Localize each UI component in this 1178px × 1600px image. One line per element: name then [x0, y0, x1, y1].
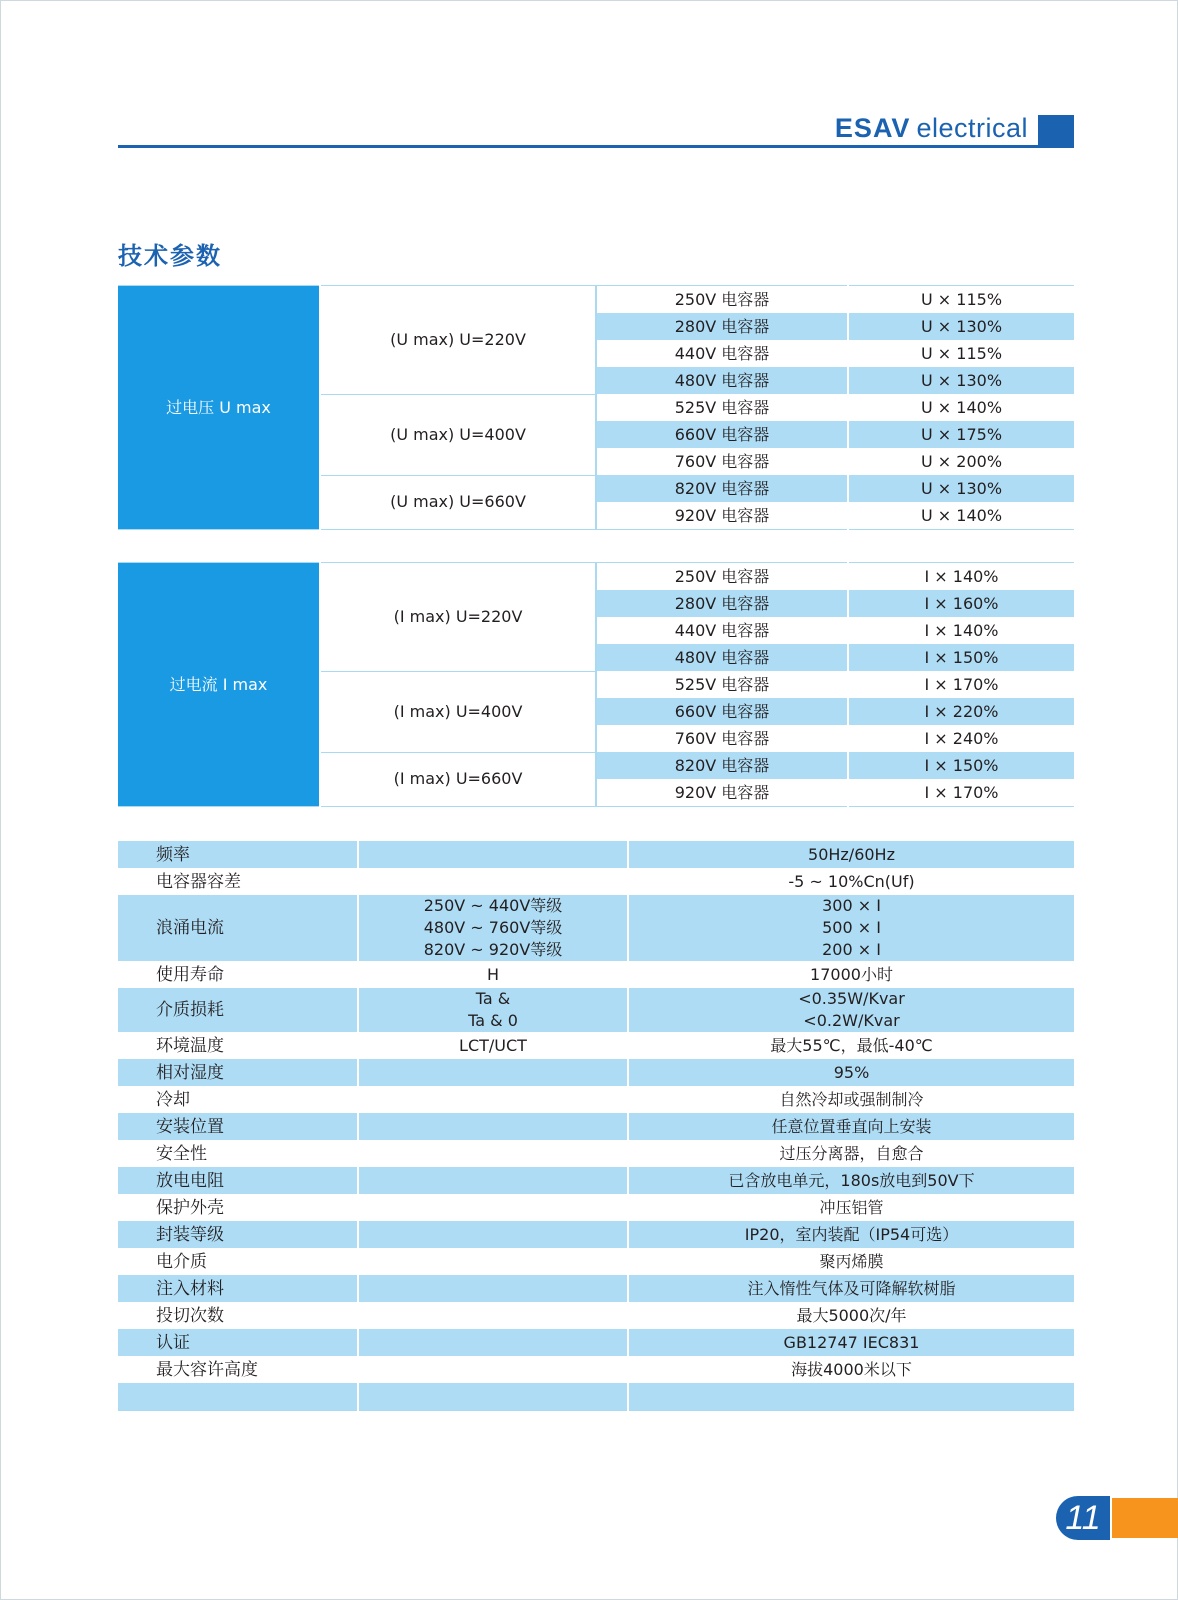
ratio-cell: I × 150%	[848, 644, 1074, 671]
param-value-line: 聚丙烯膜	[819, 1251, 884, 1271]
param-value-line: 过压分离器，自愈合	[779, 1143, 924, 1163]
param-condition-line: 820V ~ 920V等级	[423, 940, 563, 959]
param-condition	[358, 961, 628, 988]
ratio-cell: I × 170%	[924, 782, 999, 802]
ratio-cell: U × 130%	[848, 367, 1074, 394]
table-row	[118, 961, 1074, 988]
param-label: 安装位置	[118, 1113, 358, 1140]
capacitor-cell: 760V 电容器	[596, 725, 848, 752]
param-label: 认证	[118, 1329, 358, 1356]
param-value	[628, 1248, 1074, 1275]
brand-block	[1038, 115, 1074, 148]
page-number: 11	[1056, 1496, 1110, 1540]
param-condition	[358, 1086, 628, 1113]
param-label: 冷却	[118, 1086, 358, 1113]
param-value	[628, 1302, 1074, 1329]
table-row	[118, 563, 1074, 591]
table-row	[118, 868, 1074, 895]
section-title: 技术参数	[118, 242, 222, 270]
capacitor-cell: 250V 电容器	[596, 563, 848, 591]
capacitor-cell: 660V 电容器	[596, 421, 848, 448]
capacitor-cell: 920V 电容器	[596, 502, 848, 530]
param-value-line: 海拔4000米以下	[791, 1359, 912, 1379]
table-row	[118, 1302, 1074, 1329]
param-value	[628, 1383, 1074, 1411]
param-condition	[358, 1113, 628, 1140]
condition-cell: (U max) U=400V	[320, 394, 596, 475]
footer-accent-block	[1112, 1498, 1178, 1538]
param-condition	[358, 1194, 628, 1221]
param-label: 保护外壳	[118, 1194, 358, 1221]
ratio-cell: U × 115%	[920, 343, 1003, 363]
param-condition-line: 480V ~ 760V等级	[423, 918, 563, 937]
condition-cell: (I max) U=220V	[320, 563, 596, 672]
table-row	[118, 895, 1074, 961]
param-condition	[358, 868, 628, 895]
ratio-cell: I × 240%	[924, 728, 999, 748]
param-condition	[358, 1032, 628, 1059]
param-label	[118, 1383, 358, 1411]
page-header	[118, 112, 1074, 148]
ratio-cell: U × 140%	[920, 505, 1003, 525]
table-row	[118, 1383, 1074, 1411]
param-label: 浪涌电流	[118, 895, 358, 961]
param-value	[628, 1032, 1074, 1059]
table-row	[118, 1113, 1074, 1140]
param-value-line: 95%	[833, 1062, 870, 1082]
param-condition	[358, 1167, 628, 1194]
param-value-line: 200 × I	[822, 940, 881, 959]
ratio-cell: U × 115%	[920, 289, 1003, 309]
table-row	[118, 1032, 1074, 1059]
table-row	[118, 1059, 1074, 1086]
capacitor-cell: 660V 电容器	[596, 698, 848, 725]
param-value-line: GB12747 IEC831	[783, 1332, 920, 1352]
param-label: 安全性	[118, 1140, 358, 1167]
param-condition-line: Ta & 0	[468, 1011, 518, 1030]
condition-cell: (U max) U=220V	[320, 286, 596, 395]
param-value	[628, 988, 1074, 1032]
capacitor-cell: 920V 电容器	[596, 779, 848, 807]
table-row	[118, 1356, 1074, 1383]
param-value-line: 自然冷却或强制制冷	[779, 1089, 924, 1109]
param-value-line: -5 ~ 10%Cn(Uf)	[788, 871, 915, 891]
param-value-line: 50Hz/60Hz	[808, 844, 895, 864]
ratio-cell: U × 200%	[920, 451, 1003, 471]
param-condition	[358, 1275, 628, 1302]
ratio-cell: I × 140%	[924, 620, 999, 640]
param-value-line: 最大5000次/年	[796, 1305, 907, 1325]
condition-cell: (I max) U=400V	[320, 671, 596, 752]
param-label: 注入材料	[118, 1275, 358, 1302]
capacitor-cell: 250V 电容器	[596, 286, 848, 314]
capacitor-cell: 440V 电容器	[596, 340, 848, 367]
capacitor-cell: 280V 电容器	[596, 590, 848, 617]
voltage-group-label: 过电压 U max	[118, 286, 320, 530]
ratio-cell: U × 130%	[848, 313, 1074, 340]
param-condition	[358, 1248, 628, 1275]
param-label: 电容器容差	[118, 868, 358, 895]
param-value	[628, 1059, 1074, 1086]
param-label: 投切次数	[118, 1302, 358, 1329]
ratio-cell: I × 160%	[848, 590, 1074, 617]
ratio-cell: U × 175%	[848, 421, 1074, 448]
brand-suffix: electrical	[916, 113, 1028, 143]
param-value-line: 任意位置垂直向上安装	[771, 1116, 932, 1136]
param-label: 放电电阻	[118, 1167, 358, 1194]
param-value	[628, 1221, 1074, 1248]
condition-cell: (U max) U=660V	[320, 475, 596, 530]
table-row	[118, 1248, 1074, 1275]
capacitor-cell: 820V 电容器	[596, 475, 848, 502]
param-value-line: 500 × I	[822, 918, 881, 937]
param-condition	[358, 1356, 628, 1383]
param-value-line: 冲压铝管	[819, 1197, 884, 1217]
param-condition-line: H	[486, 964, 500, 984]
ratio-cell: I × 150%	[848, 752, 1074, 779]
capacitor-cell: 280V 电容器	[596, 313, 848, 340]
ratio-cell: I × 220%	[848, 698, 1074, 725]
table-row	[118, 1275, 1074, 1302]
capacitor-cell: 480V 电容器	[596, 367, 848, 394]
table-row	[118, 1329, 1074, 1356]
capacitor-cell: 525V 电容器	[596, 671, 848, 698]
current-group-label: 过电流 I max	[118, 563, 320, 807]
param-value	[628, 841, 1074, 868]
table-row	[118, 1140, 1074, 1167]
param-condition	[358, 1059, 628, 1086]
param-condition	[358, 1302, 628, 1329]
param-value	[628, 868, 1074, 895]
table-row	[118, 841, 1074, 868]
brand-logo	[835, 113, 1028, 144]
param-label: 介质损耗	[118, 988, 358, 1032]
param-value	[628, 1329, 1074, 1356]
param-value	[628, 1140, 1074, 1167]
param-value-line: 最大55℃，最低-40℃	[770, 1035, 933, 1055]
table-row	[118, 286, 1074, 314]
capacitor-cell: 820V 电容器	[596, 752, 848, 779]
param-value	[628, 1275, 1074, 1302]
param-value-line: 已含放电单元，180s放电到50V下	[728, 1170, 975, 1190]
brand-name: ESAV	[834, 113, 911, 143]
param-value-line: <0.2W/Kvar	[803, 1011, 900, 1030]
header-rule	[118, 145, 1074, 148]
param-value	[628, 1194, 1074, 1221]
table-row	[118, 1086, 1074, 1113]
table-row	[118, 1167, 1074, 1194]
param-label: 电介质	[118, 1248, 358, 1275]
general-spec-table	[118, 841, 1074, 1411]
table-row	[118, 988, 1074, 1032]
param-value-line: 注入惰性气体及可降解软树脂	[747, 1278, 956, 1298]
param-value-line: 300 × I	[822, 896, 881, 915]
param-condition	[358, 841, 628, 868]
ratio-cell: I × 140%	[924, 566, 999, 586]
param-value-line: 17000小时	[810, 964, 893, 984]
param-value-line: IP20，室内装配（IP54可选）	[744, 1224, 959, 1244]
param-value	[628, 1113, 1074, 1140]
capacitor-cell: 480V 电容器	[596, 644, 848, 671]
param-value	[628, 895, 1074, 961]
param-label: 环境温度	[118, 1032, 358, 1059]
param-value	[628, 1356, 1074, 1383]
param-value	[628, 1167, 1074, 1194]
table-row	[118, 1221, 1074, 1248]
ratio-cell: U × 140%	[920, 397, 1003, 417]
param-condition	[358, 895, 628, 961]
param-condition	[358, 1140, 628, 1167]
param-value-line: <0.35W/Kvar	[798, 989, 905, 1008]
overvoltage-table	[118, 285, 1074, 530]
capacitor-cell: 760V 电容器	[596, 448, 848, 475]
param-label: 封装等级	[118, 1221, 358, 1248]
param-condition	[358, 988, 628, 1032]
table-row	[118, 1194, 1074, 1221]
param-label: 最大容许高度	[118, 1356, 358, 1383]
param-value	[628, 961, 1074, 988]
param-label: 相对湿度	[118, 1059, 358, 1086]
param-label: 使用寿命	[118, 961, 358, 988]
param-condition	[358, 1221, 628, 1248]
param-condition	[358, 1383, 628, 1411]
param-label: 频率	[118, 841, 358, 868]
capacitor-cell: 440V 电容器	[596, 617, 848, 644]
param-condition-line: Ta &	[475, 989, 511, 1008]
param-condition-line: LCT/UCT	[459, 1035, 527, 1055]
param-condition	[358, 1329, 628, 1356]
ratio-cell: I × 170%	[924, 674, 999, 694]
param-value	[628, 1086, 1074, 1113]
param-condition-line: 250V ~ 440V等级	[423, 896, 563, 915]
overcurrent-table	[118, 562, 1074, 807]
capacitor-cell: 525V 电容器	[596, 394, 848, 421]
condition-cell: (I max) U=660V	[320, 752, 596, 807]
ratio-cell: U × 130%	[848, 475, 1074, 502]
